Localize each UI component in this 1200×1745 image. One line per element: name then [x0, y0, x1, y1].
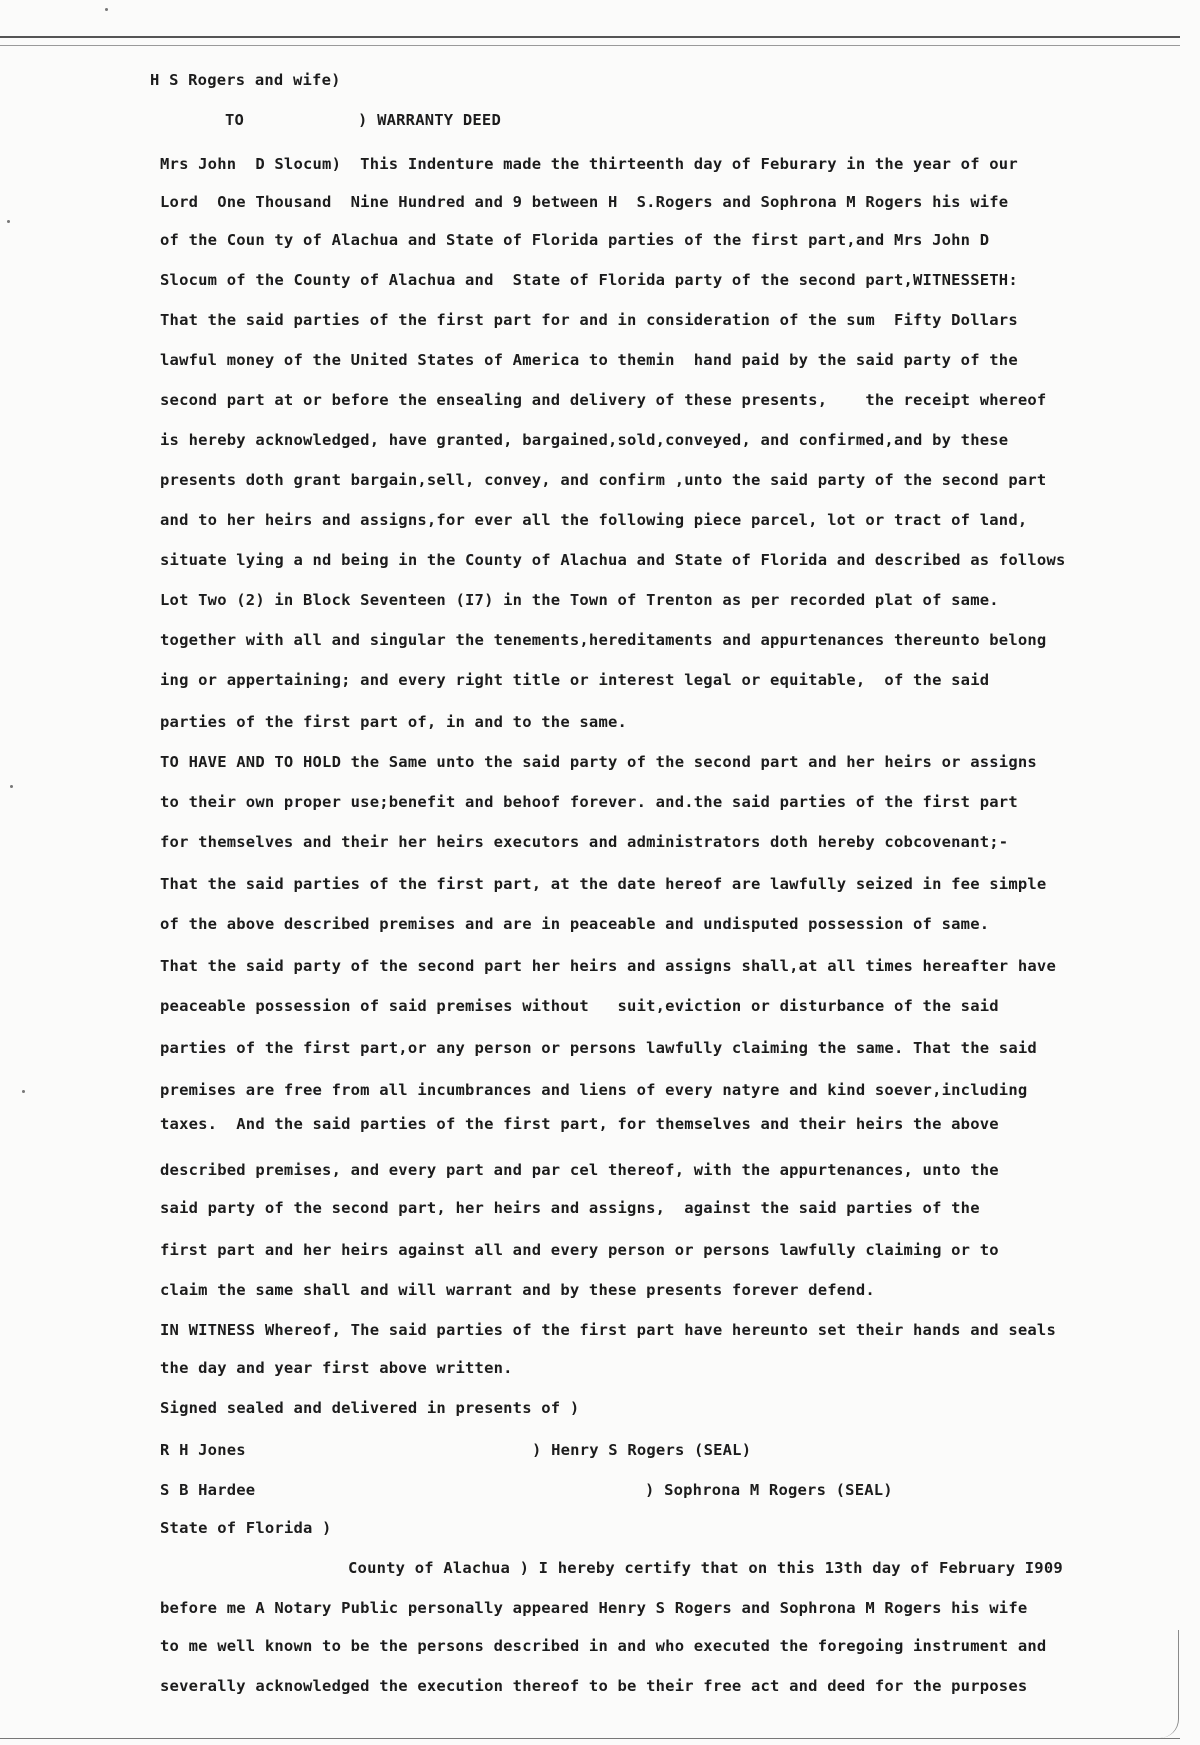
body-line: Slocum of the County of Alachua and State of Florida party of the second part,WITNESSETH:	[160, 271, 1018, 289]
body-line: That the said parties of the first part for and in consideration of the sum Fifty Dollars	[160, 311, 1018, 329]
paper-speck	[10, 785, 13, 788]
body-line: parties of the first part of, in and to the same.	[160, 713, 628, 731]
body-line: second part at or before the ensealing and delivery of these presents, the receipt whereof	[160, 391, 1047, 409]
body-line: of the above described premises and are in peaceable and undisputed possession of same.	[160, 915, 990, 933]
body-line: Lord One Thousand Nine Hundred and 9 between H S.Rogers and Sophrona M Rogers his wife	[160, 193, 1009, 211]
to-heading: TO	[225, 111, 245, 129]
body-line: That the said parties of the first part, at the date hereof are lawfully seized in fee simple	[160, 875, 1047, 893]
body-line: ing or appertaining; and every right title or interest legal or equitable, of the said	[160, 671, 990, 689]
acknowledgment-line: severally acknowledged the execution thereof to be their free act and deed for the purposes	[160, 1677, 1028, 1695]
body-line: peaceable possession of said premises without suit,eviction or disturbance of the said	[160, 997, 999, 1015]
body-line: first part and her heirs against all and every person or persons lawfully claiming or to	[160, 1241, 999, 1259]
grantor-signature: ) Henry S Rogers (SEAL)	[532, 1441, 752, 1459]
body-line: together with all and singular the tenements,hereditaments and appurtenances thereunto belong	[160, 631, 1047, 649]
paper-speck	[7, 220, 10, 223]
body-line: claim the same shall and will warrant and by these presents forever defend.	[160, 1281, 875, 1299]
body-line: is hereby acknowledged, have granted, bargained,sold,conveyed, and confirmed,and by these	[160, 431, 1009, 449]
witness-name: S B Hardee	[160, 1481, 256, 1499]
bottom-rule	[0, 1738, 1180, 1739]
venue-county: County of Alachua ) I hereby certify that on this 13th day of February I909	[348, 1559, 1063, 1577]
body-line: to their own proper use;benefit and behoof forever. and.the said parties of the first part	[160, 793, 1018, 811]
paper-speck	[22, 1090, 25, 1093]
body-line: of the Coun ty of Alachua and State of Florida parties of the first part,and Mrs John D	[160, 231, 990, 249]
body-line: said party of the second part, her heirs and assigns, against the said parties of the	[160, 1199, 980, 1217]
body-line: and to her heirs and assigns,for ever all the following piece parcel, lot or tract of land,	[160, 511, 1028, 529]
legal-description-line: Lot Two (2) in Block Seventeen (I7) in the Town of Trenton as per recorded plat of same.	[160, 591, 999, 609]
paper-speck	[105, 8, 108, 11]
top-rule-faint	[0, 45, 1180, 46]
body-line: described premises, and every part and par cel thereof, with the appurtenances, unto the	[160, 1161, 999, 1179]
body-line: Mrs John D Slocum) This Indenture made the thirteenth day of Feburary in the year of our	[160, 155, 1018, 173]
habendum-line: TO HAVE AND TO HOLD the Same unto the said party of the second part and her heirs or assigns	[160, 753, 1037, 771]
body-line: the day and year first above written.	[160, 1359, 513, 1377]
venue-state: State of Florida )	[160, 1519, 332, 1537]
body-line: That the said party of the second part her heirs and assigns shall,at all times hereafter have	[160, 957, 1056, 975]
body-line: situate lying a nd being in the County of Alachua and State of Florida and described as follows	[160, 551, 1066, 569]
body-line: lawful money of the United States of America to themin hand paid by the said party of the	[160, 351, 1018, 369]
testimonium-line: IN WITNESS Whereof, The said parties of the first part have hereunto set their hands and seals	[160, 1321, 1056, 1339]
signed-sealed-line: Signed sealed and delivered in presents of )	[160, 1399, 580, 1417]
acknowledgment-line: before me A Notary Public personally appeared Henry S Rogers and Sophrona M Rogers his wife	[160, 1599, 1028, 1617]
deed-type-heading: ) WARRANTY DEED	[358, 111, 501, 129]
page-edge-curl	[1160, 1630, 1179, 1738]
body-line: for themselves and their her heirs executors and administrators doth hereby cobcovenant;-	[160, 833, 1009, 851]
grantor-heading: H S Rogers and wife)	[150, 71, 341, 89]
body-line: premises are free from all incumbrances and liens of every natyre and kind soever,including	[160, 1081, 1028, 1099]
body-line: parties of the first part,or any person or persons lawfully claiming the same. That the said	[160, 1039, 1037, 1057]
grantor-signature: ) Sophrona M Rogers (SEAL)	[645, 1481, 893, 1499]
acknowledgment-line: to me well known to be the persons described in and who executed the foregoing instrument and	[160, 1637, 1047, 1655]
body-line: taxes. And the said parties of the first part, for themselves and their heirs the above	[160, 1115, 999, 1133]
top-rule	[0, 36, 1180, 38]
body-line: presents doth grant bargain,sell, convey, and confirm ,unto the said party of the second part	[160, 471, 1047, 489]
witness-name: R H Jones	[160, 1441, 246, 1459]
